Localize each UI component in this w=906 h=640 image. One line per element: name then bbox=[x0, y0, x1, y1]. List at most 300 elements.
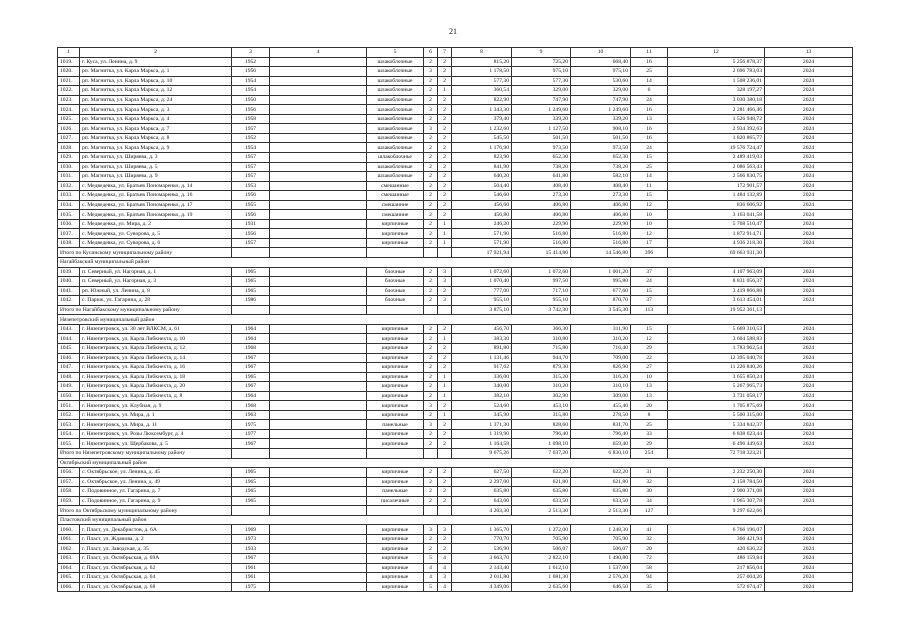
address-cell: рп. Магнитка, ул. Карла Маркса, д. 9 bbox=[80, 143, 232, 153]
entrances-cell: 2 bbox=[438, 534, 452, 544]
completion-year-cell: 2024 bbox=[765, 296, 853, 306]
residents-cell: 396 bbox=[631, 248, 668, 258]
table-row bbox=[58, 238, 853, 248]
year-built-cell: 1965 bbox=[232, 286, 270, 296]
address-cell: п. Северный, ул. Нагорная, д. 1 bbox=[80, 267, 232, 277]
repair-year-cell bbox=[270, 162, 367, 172]
wall-material-cell: кирпичные bbox=[367, 229, 424, 239]
total-area-cell: 9 675,26 bbox=[452, 448, 512, 458]
repair-cost-cell: 1 820 865,77 bbox=[668, 133, 765, 143]
year-built-cell: 1952 bbox=[232, 57, 270, 67]
residential-area-cell: 516,80 bbox=[571, 238, 631, 248]
floors-cell: 2 bbox=[424, 334, 438, 344]
empty-cell bbox=[765, 305, 853, 315]
residential-area-cell: 311,90 bbox=[571, 324, 631, 334]
subtotal-label: Итого по Октябрьскому муниципальному району bbox=[58, 506, 232, 516]
row-number: 1026. bbox=[58, 124, 80, 134]
table-row bbox=[58, 95, 853, 105]
wall-material-cell: смешанные bbox=[367, 191, 424, 201]
floors-cell: 2 bbox=[424, 429, 438, 439]
completion-year-cell: 2024 bbox=[765, 229, 853, 239]
empty-cell bbox=[438, 248, 452, 258]
floors-cell: 2 bbox=[424, 162, 438, 172]
total-area-cell: 382,10 bbox=[452, 391, 512, 401]
residential-area-cell: 582,10 bbox=[571, 172, 631, 182]
year-built-cell: 1967 bbox=[232, 363, 270, 373]
address-cell: рп. Магнитка, ул. Карла Маркса, д. 3 bbox=[80, 105, 232, 115]
housing-register-table bbox=[57, 47, 853, 592]
empty-cell bbox=[270, 448, 367, 458]
residents-cell: 32 bbox=[631, 534, 668, 544]
address-cell: г. Нязепетровск, ул. Розы Люксембург, д. 4 bbox=[80, 429, 232, 439]
empty-cell bbox=[367, 248, 424, 258]
floors-cell: 2 bbox=[424, 57, 438, 67]
address-cell: с. Медведевка, ул. Суворова, д. 6 bbox=[80, 238, 232, 248]
residential-area-cell: 329,00 bbox=[571, 86, 631, 96]
year-built-cell: 1965 bbox=[232, 468, 270, 478]
column-header: 8 bbox=[452, 48, 512, 58]
address-cell: рп. Магнитка, ул. Ширяева, д. 9 bbox=[80, 172, 232, 182]
residential-area-cell: 738,20 bbox=[571, 162, 631, 172]
wall-material-cell: шлакоблочные bbox=[367, 133, 424, 143]
row-number: 1020. bbox=[58, 67, 80, 77]
address-cell: г. Пласт, ул. Октябрьская, д. 69А bbox=[80, 553, 232, 563]
row-number: 1036. bbox=[58, 219, 80, 229]
table-row bbox=[58, 496, 853, 506]
repair-year-cell bbox=[270, 95, 367, 105]
living-area-cell: 366,30 bbox=[512, 324, 571, 334]
year-built-cell: 1967 bbox=[232, 382, 270, 392]
repair-cost-cell: 72 718 323,21 bbox=[668, 448, 765, 458]
year-built-cell: 1965 bbox=[232, 487, 270, 497]
empty-cell bbox=[765, 448, 853, 458]
repair-year-cell bbox=[270, 477, 367, 487]
table-row bbox=[58, 162, 853, 172]
completion-year-cell: 2024 bbox=[765, 238, 853, 248]
living-area-cell: 1 127,50 bbox=[512, 124, 571, 134]
living-area-cell: 310,80 bbox=[512, 334, 571, 344]
repair-cost-cell: 2 281 466,46 bbox=[668, 105, 765, 115]
empty-cell bbox=[765, 248, 853, 258]
residential-area-cell: 6 830,10 bbox=[571, 448, 631, 458]
address-cell: г. Пласт, ул. Октябрьская, д. 64 bbox=[80, 573, 232, 583]
completion-year-cell: 2024 bbox=[765, 439, 853, 449]
residents-cell: 72 bbox=[631, 553, 668, 563]
completion-year-cell: 2024 bbox=[765, 86, 853, 96]
table-row bbox=[58, 534, 853, 544]
empty-cell bbox=[424, 248, 438, 258]
year-built-cell: 1977 bbox=[232, 429, 270, 439]
residential-area-cell: 455,40 bbox=[571, 401, 631, 411]
empty-cell bbox=[765, 506, 853, 516]
table-row bbox=[58, 296, 853, 306]
residential-area-cell: 633,50 bbox=[571, 496, 631, 506]
living-area-cell: 2 822,10 bbox=[512, 553, 571, 563]
wall-material-cell: панельные bbox=[367, 420, 424, 430]
floors-cell: 2 bbox=[424, 286, 438, 296]
wall-material-cell: кирпичные bbox=[367, 363, 424, 373]
residential-area-cell: 995,80 bbox=[571, 277, 631, 287]
living-area-cell: 406,80 bbox=[512, 200, 571, 210]
table-row bbox=[58, 277, 853, 287]
table-row bbox=[58, 153, 853, 163]
empty-cell bbox=[232, 506, 270, 516]
total-area-cell: 1 319,90 bbox=[452, 429, 512, 439]
total-area-cell: 1 178,50 bbox=[452, 67, 512, 77]
year-built-cell: 1986 bbox=[232, 296, 270, 306]
residential-area-cell: 2 576,20 bbox=[571, 573, 631, 583]
year-built-cell: 1956 bbox=[232, 105, 270, 115]
wall-material-cell: кирпичные bbox=[367, 391, 424, 401]
address-cell: г. Пласт, ул. Октябрьская, д. 62 bbox=[80, 563, 232, 573]
residential-area-cell: 316,20 bbox=[571, 372, 631, 382]
floors-cell: 2 bbox=[424, 353, 438, 363]
year-built-cell: 1957 bbox=[232, 124, 270, 134]
column-header: 12 bbox=[668, 48, 765, 58]
residential-area-cell: 310,20 bbox=[571, 334, 631, 344]
row-number: 1059. bbox=[58, 496, 80, 506]
floors-cell: 2 bbox=[424, 477, 438, 487]
entrances-cell: 1 bbox=[438, 391, 452, 401]
repair-cost-cell: 2 900 371,08 bbox=[668, 487, 765, 497]
municipality-name: Нагайбакский муниципальный район bbox=[58, 258, 853, 268]
municipality-header-row bbox=[58, 315, 853, 325]
residents-cell: 94 bbox=[631, 573, 668, 583]
total-area-cell: 383,30 bbox=[452, 334, 512, 344]
table-row bbox=[58, 191, 853, 201]
address-cell: рп. Магнитка, ул. Карла Маркса, д. 7 bbox=[80, 124, 232, 134]
repair-cost-cell: 3 604 588,83 bbox=[668, 334, 765, 344]
wall-material-cell: кирпичные bbox=[367, 468, 424, 478]
floors-cell: 2 bbox=[424, 143, 438, 153]
row-number: 1046. bbox=[58, 353, 80, 363]
wall-material-cell: панельные bbox=[367, 487, 424, 497]
total-area-cell: 345,90 bbox=[452, 410, 512, 420]
empty-cell bbox=[438, 305, 452, 315]
row-number: 1045. bbox=[58, 343, 80, 353]
floors-cell: 2 bbox=[424, 76, 438, 86]
residents-cell: 8 bbox=[631, 410, 668, 420]
repair-cost-cell: 3 030 380,18 bbox=[668, 95, 765, 105]
total-area-cell: 1 070,40 bbox=[452, 277, 512, 287]
municipality-header-row bbox=[58, 258, 853, 268]
repair-cost-cell: 1 508 236,01 bbox=[668, 76, 765, 86]
repair-year-cell bbox=[270, 277, 367, 287]
row-number: 1065. bbox=[58, 573, 80, 583]
year-built-cell: 1965 bbox=[232, 477, 270, 487]
repair-year-cell bbox=[270, 382, 367, 392]
repair-year-cell bbox=[270, 410, 367, 420]
repair-year-cell bbox=[270, 219, 367, 229]
repair-year-cell bbox=[270, 553, 367, 563]
total-area-cell: 546,60 bbox=[452, 191, 512, 201]
floors-cell: 2 bbox=[424, 544, 438, 554]
total-area-cell: 1 072,60 bbox=[452, 267, 512, 277]
entrances-cell: 1 bbox=[438, 229, 452, 239]
living-area-cell: 796,40 bbox=[512, 429, 571, 439]
municipality-header-row bbox=[58, 458, 853, 468]
residential-area-cell: 309,00 bbox=[571, 391, 631, 401]
residential-area-cell: 747,90 bbox=[571, 95, 631, 105]
row-number: 1023. bbox=[58, 95, 80, 105]
table-row bbox=[58, 143, 853, 153]
column-number-row bbox=[58, 48, 853, 58]
repair-cost-cell: 2 566 830,75 bbox=[668, 172, 765, 182]
floors-cell: 2 bbox=[424, 191, 438, 201]
completion-year-cell: 2024 bbox=[765, 324, 853, 334]
year-built-cell: 1967 bbox=[232, 553, 270, 563]
empty-cell bbox=[232, 305, 270, 315]
completion-year-cell: 2024 bbox=[765, 525, 853, 535]
residents-cell: 27 bbox=[631, 363, 668, 373]
entrances-cell: 2 bbox=[438, 210, 452, 220]
living-area-cell: 1 681,30 bbox=[512, 573, 571, 583]
entrances-cell: 3 bbox=[438, 267, 452, 277]
year-built-cell: 1954 bbox=[232, 86, 270, 96]
floors-cell: 2 bbox=[424, 363, 438, 373]
address-cell: г. Нязепетровск, ул. Карла Либкнехта, д. 14 bbox=[80, 353, 232, 363]
repair-year-cell bbox=[270, 324, 367, 334]
address-cell: рп. Магнитка, ул. Карла Маркса, д. 4 bbox=[80, 114, 232, 124]
repair-year-cell bbox=[270, 191, 367, 201]
completion-year-cell: 2024 bbox=[765, 487, 853, 497]
column-header: 2 bbox=[80, 48, 232, 58]
year-built-cell: 1964 bbox=[232, 391, 270, 401]
table-row bbox=[58, 172, 853, 182]
address-cell: с. Медведевка, ул. Братьев Пономаренко, д. 17 bbox=[80, 200, 232, 210]
entrances-cell: 2 bbox=[438, 363, 452, 373]
residential-area-cell: 516,80 bbox=[571, 229, 631, 239]
row-number: 1035. bbox=[58, 210, 80, 220]
residents-cell: 16 bbox=[631, 105, 668, 115]
address-cell: с. Медведевка, ул. Братьев Пономаренко, д. 14 bbox=[80, 181, 232, 191]
entrances-cell: 2 bbox=[438, 95, 452, 105]
residential-area-cell: 1 248,30 bbox=[571, 525, 631, 535]
repair-year-cell bbox=[270, 487, 367, 497]
wall-material-cell: смешаннне bbox=[367, 210, 424, 220]
residents-cell: 13 bbox=[631, 382, 668, 392]
repair-year-cell bbox=[270, 57, 367, 67]
repair-cost-cell: 2 158 784,50 bbox=[668, 477, 765, 487]
residential-area-cell: 1 537,00 bbox=[571, 563, 631, 573]
living-area-cell: 715,80 bbox=[512, 343, 571, 353]
repair-year-cell bbox=[270, 153, 367, 163]
residents-cell: 13 bbox=[631, 391, 668, 401]
living-area-cell: 15 414,80 bbox=[512, 248, 571, 258]
living-area-cell: 1 098,10 bbox=[512, 439, 571, 449]
residents-cell: 33 bbox=[631, 429, 668, 439]
column-header: 13 bbox=[765, 48, 853, 58]
residents-cell: 29 bbox=[631, 343, 668, 353]
total-area-cell: 841,90 bbox=[452, 162, 512, 172]
repair-year-cell bbox=[270, 267, 367, 277]
wall-material-cell: блочные bbox=[367, 277, 424, 287]
repair-cost-cell: 19 952 361,13 bbox=[668, 305, 765, 315]
empty-cell bbox=[232, 448, 270, 458]
repair-cost-cell: 5 267 965,73 bbox=[668, 382, 765, 392]
floors-cell: 3 bbox=[424, 105, 438, 115]
subtotal-row bbox=[58, 248, 853, 258]
entrances-cell: 3 bbox=[438, 277, 452, 287]
living-area-cell: 1 249,60 bbox=[512, 105, 571, 115]
repair-cost-cell: 172 901,57 bbox=[668, 181, 765, 191]
year-built-cell: 1953 bbox=[232, 181, 270, 191]
year-built-cell: 1956 bbox=[232, 191, 270, 201]
residential-area-cell: 621,80 bbox=[571, 477, 631, 487]
empty-cell bbox=[367, 448, 424, 458]
year-built-cell: 1969 bbox=[232, 525, 270, 535]
address-cell: с. Медведевка, ул. Суворова, д. 5 bbox=[80, 229, 232, 239]
table-row bbox=[58, 525, 853, 535]
empty-cell bbox=[438, 448, 452, 458]
year-built-cell: 1964 bbox=[232, 324, 270, 334]
residents-cell: 25 bbox=[631, 67, 668, 77]
residents-cell: 29 bbox=[631, 439, 668, 449]
residents-cell: 34 bbox=[631, 496, 668, 506]
residents-cell: 41 bbox=[631, 525, 668, 535]
living-area-cell: 2 513,30 bbox=[512, 506, 571, 516]
table-row bbox=[58, 573, 853, 583]
floors-cell: 2 bbox=[424, 172, 438, 182]
column-header: 10 bbox=[571, 48, 631, 58]
row-number: 1028. bbox=[58, 143, 80, 153]
entrances-cell: 1 bbox=[438, 86, 452, 96]
residential-area-cell: 705,90 bbox=[571, 534, 631, 544]
floors-cell: 2 bbox=[424, 439, 438, 449]
residential-area-cell: 406,80 bbox=[571, 210, 631, 220]
municipality-name: Нязепетровский муниципальный район bbox=[58, 315, 853, 325]
floors-cell: 2 bbox=[424, 238, 438, 248]
wall-material-cell: шлакоблочные bbox=[367, 86, 424, 96]
address-cell: с. Подовинное, ул. Гагарина, д. 9 bbox=[80, 496, 232, 506]
wall-material-cell: шлакоблочные bbox=[367, 124, 424, 134]
address-cell: г. Нязепетровск, ул. Карла Либкнехта, д. 16 bbox=[80, 363, 232, 373]
repair-year-cell bbox=[270, 563, 367, 573]
total-area-cell: 379,40 bbox=[452, 114, 512, 124]
floors-cell: 2 bbox=[424, 487, 438, 497]
repair-cost-cell: 366 421,94 bbox=[668, 534, 765, 544]
year-built-cell: 1968 bbox=[232, 343, 270, 353]
table-row bbox=[58, 420, 853, 430]
repair-year-cell bbox=[270, 238, 367, 248]
address-cell: рп. Южный, ул. Ленина, д. 8 bbox=[80, 286, 232, 296]
floors-cell: 2 bbox=[424, 496, 438, 506]
address-cell: с. Париж, ул. Гагарина, д. 28 bbox=[80, 296, 232, 306]
residents-cell: 35 bbox=[631, 582, 668, 592]
repair-cost-cell: 6 838 623,44 bbox=[668, 429, 765, 439]
entrances-cell: 2 bbox=[438, 162, 452, 172]
completion-year-cell: 2024 bbox=[765, 172, 853, 182]
floors-cell: 5 bbox=[424, 582, 438, 592]
entrances-cell: 2 bbox=[438, 76, 452, 86]
repair-cost-cell: 420 636,22 bbox=[668, 544, 765, 554]
subtotal-label: Итого по Нагайбакскому муниципальному району bbox=[58, 305, 232, 315]
row-number: 1055. bbox=[58, 439, 80, 449]
living-area-cell: 506,07 bbox=[512, 544, 571, 554]
year-built-cell: 1950 bbox=[232, 95, 270, 105]
wall-material-cell: кирпичные bbox=[367, 372, 424, 382]
floors-cell: 2 bbox=[424, 277, 438, 287]
residential-area-cell: 652,30 bbox=[571, 153, 631, 163]
table-row bbox=[58, 553, 853, 563]
floors-cell: 2 bbox=[424, 181, 438, 191]
wall-material-cell: блочные bbox=[367, 286, 424, 296]
floors-cell: 2 bbox=[424, 391, 438, 401]
residential-area-cell: 908,10 bbox=[571, 124, 631, 134]
completion-year-cell: 2024 bbox=[765, 363, 853, 373]
floors-cell: 3 bbox=[424, 401, 438, 411]
repair-year-cell bbox=[270, 114, 367, 124]
column-header: 5 bbox=[367, 48, 424, 58]
repair-year-cell bbox=[270, 133, 367, 143]
column-header: 1 bbox=[58, 48, 80, 58]
row-number: 1033. bbox=[58, 191, 80, 201]
column-header: 9 bbox=[512, 48, 571, 58]
repair-year-cell bbox=[270, 544, 367, 554]
living-area-cell: 315,80 bbox=[512, 410, 571, 420]
repair-year-cell bbox=[270, 86, 367, 96]
residential-area-cell: 278,50 bbox=[571, 410, 631, 420]
row-number: 1051. bbox=[58, 401, 80, 411]
total-area-cell: 1 232,60 bbox=[452, 124, 512, 134]
completion-year-cell: 2024 bbox=[765, 76, 853, 86]
table-row bbox=[58, 429, 853, 439]
address-cell: г. Нязепетровск, ул. Щербакова, д. 5 bbox=[80, 439, 232, 449]
total-area-cell: 456,60 bbox=[452, 200, 512, 210]
residents-cell: 15 bbox=[631, 191, 668, 201]
total-area-cell: 1 164,58 bbox=[452, 439, 512, 449]
entrances-cell: 1 bbox=[438, 238, 452, 248]
table-row bbox=[58, 67, 853, 77]
floors-cell: 2 bbox=[424, 468, 438, 478]
floors-cell: 2 bbox=[424, 324, 438, 334]
row-number: 1066. bbox=[58, 582, 80, 592]
year-built-cell: 1956 bbox=[232, 210, 270, 220]
repair-year-cell bbox=[270, 468, 367, 478]
wall-material-cell: кирпичные bbox=[367, 353, 424, 363]
table-row bbox=[58, 334, 853, 344]
year-built-cell: 1955 bbox=[232, 200, 270, 210]
completion-year-cell: 2024 bbox=[765, 582, 853, 592]
total-area-cell: 3 663,70 bbox=[452, 553, 512, 563]
wall-material-cell: кирпичные bbox=[367, 219, 424, 229]
address-cell: г. Нязепетровск, ул. Карла Либкнехта, д. 20 bbox=[80, 382, 232, 392]
empty-cell bbox=[424, 506, 438, 516]
wall-material-cell: кирпичные bbox=[367, 534, 424, 544]
residential-area-cell: 831,70 bbox=[571, 420, 631, 430]
table-row bbox=[58, 477, 853, 487]
year-built-cell: 1958 bbox=[232, 114, 270, 124]
residential-area-cell: 3 545,30 bbox=[571, 305, 631, 315]
living-area-cell: 2 635,60 bbox=[512, 582, 571, 592]
entrances-cell: 2 bbox=[438, 181, 452, 191]
row-number: 1039. bbox=[58, 267, 80, 277]
wall-material-cell: кирпичные bbox=[367, 439, 424, 449]
year-built-cell: 1952 bbox=[232, 133, 270, 143]
repair-year-cell bbox=[270, 582, 367, 592]
total-area-cell: 3 875,10 bbox=[452, 305, 512, 315]
repair-cost-cell: 8 831 056,37 bbox=[668, 277, 765, 287]
floors-cell: 2 bbox=[424, 267, 438, 277]
repair-cost-cell: 1 783 962,54 bbox=[668, 343, 765, 353]
year-built-cell: 1975 bbox=[232, 582, 270, 592]
total-area-cell: 823,90 bbox=[452, 153, 512, 163]
wall-material-cell: шлакоблочные bbox=[367, 143, 424, 153]
row-number: 1049. bbox=[58, 382, 80, 392]
year-built-cell: 1967 bbox=[232, 439, 270, 449]
repair-year-cell bbox=[270, 439, 367, 449]
row-number: 1022. bbox=[58, 86, 80, 96]
